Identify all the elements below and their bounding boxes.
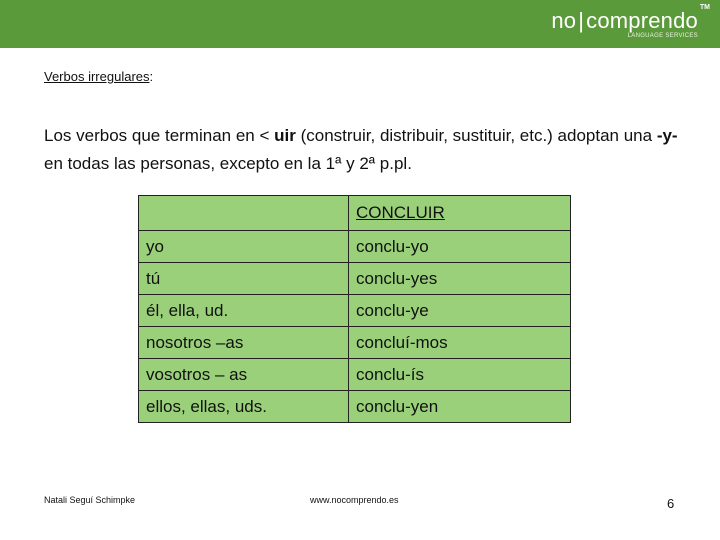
table-cell-form: conclu-yes (349, 263, 571, 295)
table-cell-form: conclu-yen (349, 391, 571, 423)
table-row (139, 263, 571, 295)
table-cell-person: tú (139, 263, 349, 295)
table-row (139, 359, 571, 391)
table-row (139, 295, 571, 327)
slide-subtitle: Verbos irregulares: (44, 69, 154, 84)
intro-paragraph: Los verbos que terminan en < uir (construir, distribuir, sustituir, etc.) adoptan una -y- en todas las personas, excepto en la 1ª y 2ª p.pl. (44, 126, 678, 173)
table-header-row (139, 196, 571, 231)
table-row (139, 391, 571, 423)
table-cell-person: vosotros – as (139, 359, 349, 391)
table-cell-form: conclu-yo (349, 231, 571, 263)
header-band (0, 0, 720, 48)
conjugation-table (138, 195, 571, 423)
table-cell-form: concluí-mos (349, 327, 571, 359)
page-number: 6 (667, 496, 675, 511)
table-row (139, 231, 571, 263)
table-cell-person: ellos, ellas, uds. (139, 391, 349, 423)
table-cell-person: yo (139, 231, 349, 263)
table-cell-form: conclu-ye (349, 295, 571, 327)
footer-author: Natali Seguí Schimpke (44, 495, 136, 505)
table-header-cell-empty (139, 196, 349, 231)
table-row (139, 327, 571, 359)
table-cell-person: nosotros –as (139, 327, 349, 359)
footer-website[interactable]: www.nocomprendo.es (310, 495, 399, 505)
logo-tagline: LANGUAGE SERVICES (627, 33, 698, 39)
nocomprendo-logo (548, 4, 710, 44)
logo-wordmark: no|comprendo (551, 8, 698, 33)
logo-trademark: TM (699, 4, 710, 11)
table-cell-form: conclu-ís (349, 359, 571, 391)
table-header-verb: CONCLUIR (349, 196, 571, 231)
table-cell-person: él, ella, ud. (139, 295, 349, 327)
